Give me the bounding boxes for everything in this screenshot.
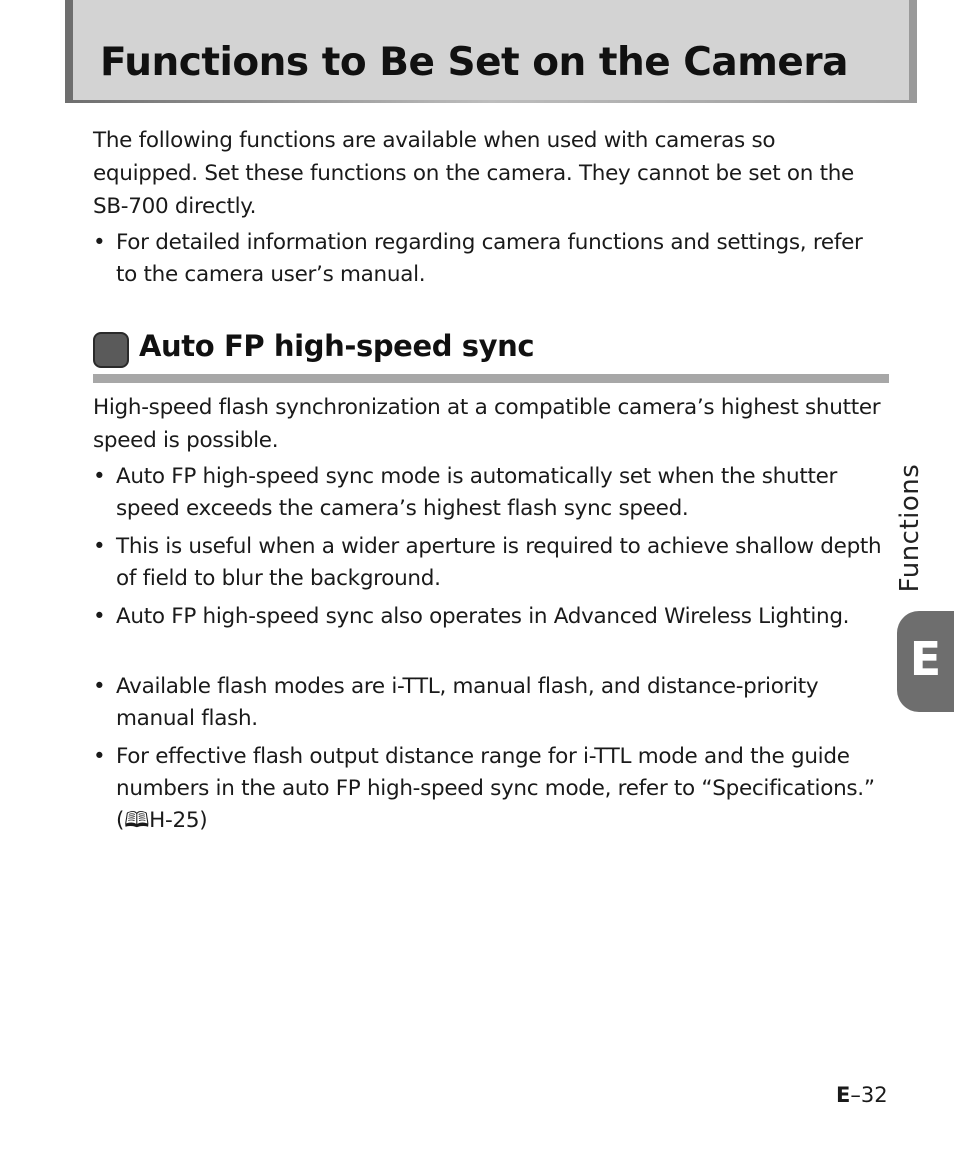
intro-paragraph: The following functions are available when used with cameras so equipped. Set these functions on the camera. They cannot be set on the SB-700 directly. [93,128,854,219]
section-bullet [93,671,883,735]
section-bullet-text: Auto FP high-speed sync mode is automatically set when the shutter speed exceeds the camera’s highest flash sync speed. [116,464,838,521]
chapter-tab [897,611,954,712]
section-bullet-text: For effective flash output distance range for i-TTL mode and the guide numbers in the auto FP high-speed sync mode, refer to “Specifications.” (🕮H-25) [116,744,875,833]
bullet-dot: • [93,464,106,489]
bullet-dot: • [93,674,106,699]
bullet-dot: • [93,604,106,629]
chapter-label-text: Functions [895,463,925,592]
section-paragraph: High-speed flash synchronization at a compatible camera’s highest shutter speed is possible. [93,395,881,453]
bullet-dot: • [93,534,106,559]
section-bullet [93,741,883,837]
intro-bullet [93,227,883,291]
chapter-side-label [893,460,927,595]
section-bullet [93,461,883,525]
section-title: Auto FP high-speed sync [139,329,535,363]
page-title: Functions to Be Set on the Camera [100,40,848,85]
bullet-dot: • [93,744,106,769]
section-bullet [93,531,883,595]
section-bullet [93,601,883,633]
page-number-prefix: E [836,1083,851,1107]
chapter-tab-letter: E [909,632,942,686]
bullet-dot: • [93,230,106,255]
page-number [836,1083,888,1107]
section-bullet-text: Available flash modes are i-TTL, manual flash, and distance-priority manual flash. [116,674,819,731]
title-banner [65,0,917,100]
section-bullet-text: This is useful when a wider aperture is required to achieve shallow depth of field to blur the background. [116,534,882,591]
section-square-icon [93,332,129,368]
intro-bullet-text: For detailed information regarding camera functions and settings, refer to the camera user’s manual. [116,230,863,287]
section-divider [93,374,889,383]
section-bullet-text: Auto FP high-speed sync also operates in Advanced Wireless Lighting. [116,604,850,629]
section-heading [93,330,889,382]
page-number-suffix: –32 [850,1083,888,1107]
